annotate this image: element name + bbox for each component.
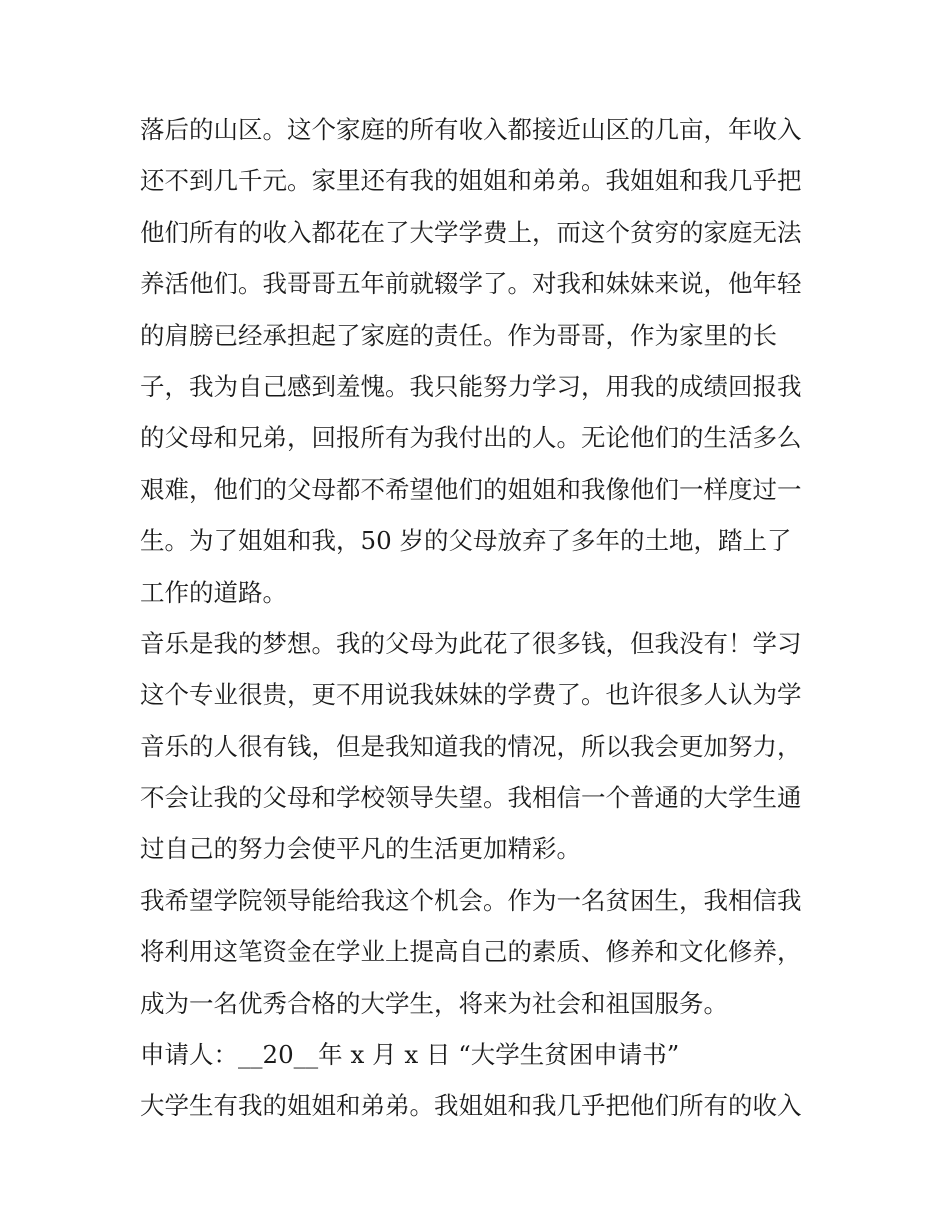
text-line: 还不到几千元。家里还有我的姐姐和弟弟。我姐姐和我几乎把: [140, 166, 802, 196]
document-body: [140, 104, 820, 1132]
text-line: 成为一名优秀合格的大学生，将来为社会和祖国服务。: [140, 988, 728, 1018]
text-line: 艰难，他们的父母都不希望他们的姐姐和我像他们一样度过一: [140, 474, 802, 504]
text-line: 音乐的人很有钱，但是我知道我的情况，所以我会更加努力，: [140, 731, 802, 761]
text-line: 他们所有的收入都花在了大学学费上，而这个贫穷的家庭无法: [140, 217, 802, 247]
text-line: 将利用这笔资金在学业上提高自己的素质、修养和文化修养，: [140, 937, 802, 967]
text-line: 落后的山区。这个家庭的所有收入都接近山区的几亩，年收入: [140, 115, 802, 144]
text-line: 这个专业很贵，更不用说我妹妹的学费了。也许很多人认为学: [140, 680, 802, 710]
text-line: 养活他们。我哥哥五年前就辍学了。对我和妹妹来说，他年轻: [140, 269, 802, 299]
text-line: 不会让我的父母和学校领导失望。我相信一个普通的大学生通: [140, 783, 802, 813]
applicant-date-line: 申请人：__20__年 x 月 x 日 “大学生贫困申请书”: [140, 1040, 680, 1070]
text-line: 音乐是我的梦想。我的父母为此花了很多钱，但我没有！学习: [140, 628, 802, 658]
text-line: 我希望学院领导能给我这个机会。作为一名贫困生，我相信我: [140, 885, 802, 915]
text-line: 工作的道路。: [140, 577, 287, 607]
text-line: 的父母和兄弟，回报所有为我付出的人。无论他们的生活多么: [140, 423, 802, 453]
text-line: 生。为了姐姐和我，50 岁的父母放弃了多年的土地，踏上了: [140, 526, 792, 556]
text-line: 子，我为自己感到羞愧。我只能努力学习，用我的成绩回报我: [140, 371, 802, 401]
text-line: 大学生有我的姐姐和弟弟。我姐姐和我几乎把他们所有的收入: [140, 1091, 802, 1121]
text-line: 过自己的努力会使平凡的生活更加精彩。: [140, 834, 581, 864]
text-line: 的肩膀已经承担起了家庭的责任。作为哥哥，作为家里的长: [140, 320, 777, 350]
